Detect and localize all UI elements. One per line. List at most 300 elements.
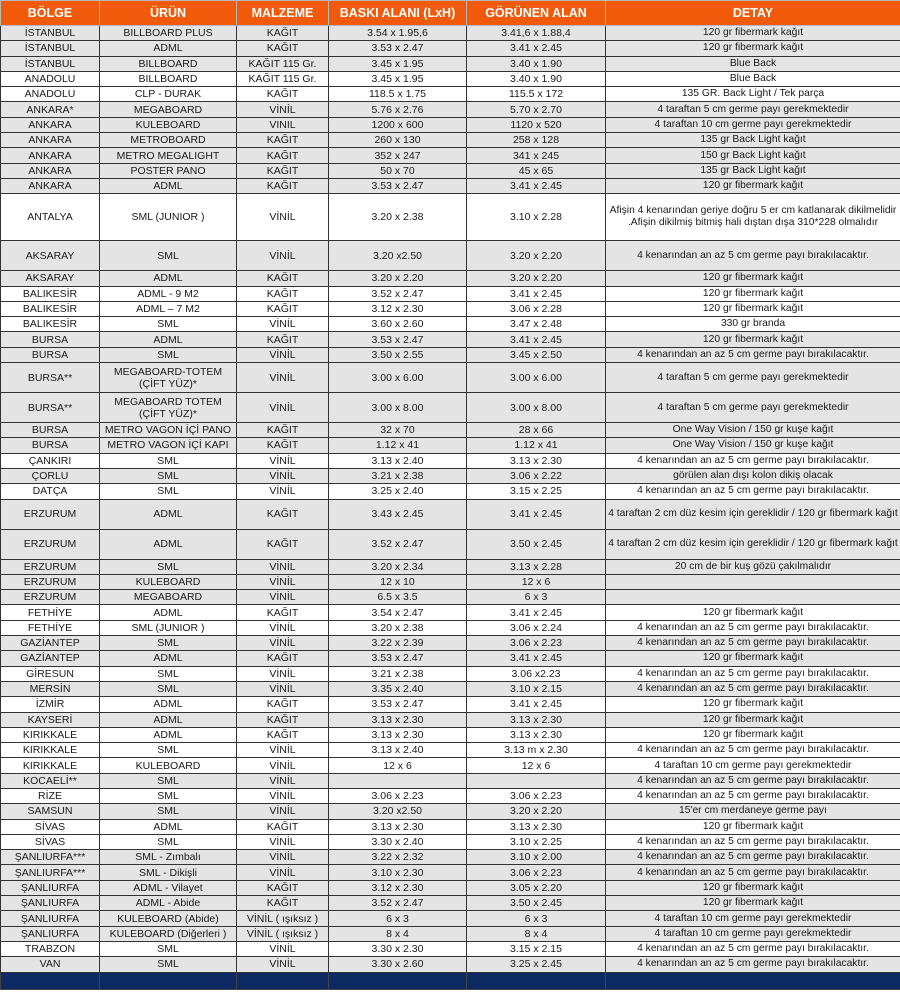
- cell-gorunen-alan: 3.10 x 2.00: [467, 850, 606, 865]
- cell-baski-alani: 6 x 3: [329, 911, 467, 926]
- cell-malzeme: VİNİL: [237, 347, 329, 362]
- cell-bolge: TRABZON: [1, 941, 100, 956]
- cell-baski-alani: 8 x 4: [329, 926, 467, 941]
- cell-urun: SML - Dikişli: [100, 865, 237, 880]
- cell-gorunen-alan: 3.13 x 2.30: [467, 712, 606, 727]
- cell-urun: SML: [100, 788, 237, 803]
- cell-detay: 4 taraftan 2 cm düz kesim için gereklidir / 120 gr fibermark kağıt: [606, 529, 900, 559]
- table-row: [1, 834, 900, 849]
- cell-malzeme: VİNİL: [237, 758, 329, 773]
- table-row: [1, 865, 900, 880]
- table-row: [1, 102, 900, 117]
- cell-urun: SML: [100, 468, 237, 483]
- cell-urun: SML: [100, 681, 237, 696]
- cell-detay: 4 kenarından an az 5 cm germe payı bırakılacaktır.: [606, 773, 900, 788]
- table-row: [1, 819, 900, 834]
- cell-baski-alani: 3.13 x 2.30: [329, 727, 467, 742]
- cell-urun: METRO MEGALIGHT: [100, 148, 237, 163]
- table-row: [1, 559, 900, 574]
- cell-detay: 4 taraftan 5 cm germe payı gerekmektedir: [606, 102, 900, 117]
- cell-baski-alani: [329, 773, 467, 788]
- table-row: [1, 271, 900, 286]
- table-row: [1, 666, 900, 681]
- cell-malzeme: KAĞIT: [237, 163, 329, 178]
- cell-bolge: ANKARA*: [1, 102, 100, 117]
- cell-gorunen-alan: 3.13 x 2.30: [467, 453, 606, 468]
- cell-bolge: BALIKESİR: [1, 301, 100, 316]
- cell-bolge: BURSA: [1, 438, 100, 453]
- cell-urun: SML: [100, 317, 237, 332]
- cell-baski-alani: 3.53 x 2.47: [329, 332, 467, 347]
- cell-detay: [606, 574, 900, 589]
- cell-bolge: BALIKESİR: [1, 317, 100, 332]
- cell-urun: KULEBOARD: [100, 117, 237, 132]
- table-row: [1, 301, 900, 316]
- cell-bolge: GİRESUN: [1, 666, 100, 681]
- cell-baski-alani: 118.5 x 1.75: [329, 87, 467, 102]
- cell-bolge: KIRIKKALE: [1, 743, 100, 758]
- cell-bolge: BURSA: [1, 332, 100, 347]
- cell-baski-alani: 3.22 x 2.39: [329, 636, 467, 651]
- cell-urun: MEGABOARD: [100, 590, 237, 605]
- cell-detay: 4 kenarından an az 5 cm germe payı bırakılacaktır.: [606, 681, 900, 696]
- cell-bolge: ERZURUM: [1, 499, 100, 529]
- cell-baski-alani: 3.13 x 2.30: [329, 819, 467, 834]
- cell-bolge: ANADOLU: [1, 87, 100, 102]
- cell-baski-alani: 3.53 x 2.47: [329, 178, 467, 193]
- cell-bolge: ERZURUM: [1, 590, 100, 605]
- cell-detay: 330 gr branda: [606, 317, 900, 332]
- cell-baski-alani: 3.12 x 2.30: [329, 880, 467, 895]
- header-malzeme: MALZEME: [237, 1, 329, 26]
- table-row: [1, 880, 900, 895]
- cell-bolge: GAZİANTEP: [1, 651, 100, 666]
- cell-detay: 135 gr Back Light kağıt: [606, 163, 900, 178]
- cell-gorunen-alan: 3.15 x 2.15: [467, 941, 606, 956]
- cell-malzeme: VİNİL ( ışıksız ): [237, 911, 329, 926]
- cell-detay: [606, 590, 900, 605]
- cell-gorunen-alan: 3.41 x 2.45: [467, 605, 606, 620]
- cell-gorunen-alan: 3.41 x 2.45: [467, 697, 606, 712]
- cell-detay: 4 kenarından an az 5 cm germe payı bırakılacaktır.: [606, 957, 900, 972]
- cell-gorunen-alan: 1120 x 520: [467, 117, 606, 132]
- cell-bolge: RİZE: [1, 788, 100, 803]
- cell-malzeme: KAĞIT 115 Gr.: [237, 56, 329, 71]
- table-row: [1, 712, 900, 727]
- cell-baski-alani: 3.13 x 2.30: [329, 712, 467, 727]
- cell-baski-alani: 5.76 x 2.76: [329, 102, 467, 117]
- cell-detay: 4 kenarından an az 5 cm germe payı bırakılacaktır.: [606, 347, 900, 362]
- cell-detay: 120 gr fibermark kağıt: [606, 697, 900, 712]
- cell-urun: SML: [100, 941, 237, 956]
- cell-bolge: İSTANBUL: [1, 26, 100, 41]
- cell-bolge: İSTANBUL: [1, 41, 100, 56]
- cell-malzeme: KAĞIT: [237, 697, 329, 712]
- cell-baski-alani: 12 x 6: [329, 758, 467, 773]
- table-row: [1, 453, 900, 468]
- cell-baski-alani: 3.21 x 2.38: [329, 468, 467, 483]
- cell-bolge: ŞANLIURFA: [1, 880, 100, 895]
- cell-malzeme: VİNİL: [237, 865, 329, 880]
- cell-malzeme: KAĞIT: [237, 133, 329, 148]
- cell-baski-alani: 260 x 130: [329, 133, 467, 148]
- cell-urun: KULEBOARD: [100, 574, 237, 589]
- cell-detay: 4 kenarından an az 5 cm germe payı bırakılacaktır.: [606, 834, 900, 849]
- table-row: [1, 178, 900, 193]
- cell-detay: 4 taraftan 5 cm germe payı gerekmektedir: [606, 393, 900, 423]
- table-row: [1, 332, 900, 347]
- cell-detay: 135 gr Back Light kağıt: [606, 133, 900, 148]
- cell-gorunen-alan: 3.10 x 2.15: [467, 681, 606, 696]
- cell-urun: ADML: [100, 41, 237, 56]
- cell-urun: ADML: [100, 712, 237, 727]
- cell-malzeme: VİNİL: [237, 484, 329, 499]
- cell-gorunen-alan: 3.13 m x 2.30: [467, 743, 606, 758]
- cell-baski-alani: 3.20 x 2.34: [329, 559, 467, 574]
- cell-detay: One Way Vision / 150 gr kuşe kağıt: [606, 438, 900, 453]
- cell-detay: 120 gr fibermark kağıt: [606, 880, 900, 895]
- cell-detay: One Way Vision / 150 gr kuşe kağıt: [606, 423, 900, 438]
- cell-gorunen-alan: 12 x 6: [467, 758, 606, 773]
- cell-baski-alani: 50 x 70: [329, 163, 467, 178]
- cell-gorunen-alan: 341 x 245: [467, 148, 606, 163]
- footer-row: [1, 972, 900, 989]
- cell-gorunen-alan: 6 x 3: [467, 590, 606, 605]
- footer-cell: [467, 972, 606, 989]
- cell-bolge: GAZİANTEP: [1, 636, 100, 651]
- cell-baski-alani: 3.53 x 2.47: [329, 697, 467, 712]
- cell-gorunen-alan: 3.41,6 x 1.88,4: [467, 26, 606, 41]
- cell-malzeme: KAĞIT: [237, 438, 329, 453]
- cell-gorunen-alan: 3.06 x 2.23: [467, 636, 606, 651]
- cell-malzeme: KAĞIT: [237, 819, 329, 834]
- table-row: [1, 620, 900, 635]
- cell-detay: 20 cm de bir kuş gözü çakılmalıdır: [606, 559, 900, 574]
- cell-urun: ADML – 7 M2: [100, 301, 237, 316]
- cell-malzeme: KAĞIT: [237, 651, 329, 666]
- cell-bolge: ANTALYA: [1, 194, 100, 241]
- cell-baski-alani: 6.5 x 3.5: [329, 590, 467, 605]
- cell-baski-alani: 3.54 x 1.95,6: [329, 26, 467, 41]
- cell-urun: ADML: [100, 697, 237, 712]
- cell-malzeme: VINIL: [237, 117, 329, 132]
- cell-detay: 4 kenarından an az 5 cm germe payı bırakılacaktır.: [606, 620, 900, 635]
- cell-gorunen-alan: 3.13 x 2.28: [467, 559, 606, 574]
- cell-urun: ADML - Vilayet: [100, 880, 237, 895]
- cell-urun: METROBOARD: [100, 133, 237, 148]
- cell-urun: MEGABOARD TOTEM (ÇİFT YÜZ)*: [100, 393, 237, 423]
- cell-bolge: AKSARAY: [1, 241, 100, 271]
- cell-baski-alani: 3.22 x 2.32: [329, 850, 467, 865]
- cell-malzeme: VİNİL: [237, 666, 329, 681]
- footer-cell: [606, 972, 900, 989]
- cell-baski-alani: 1200 x 600: [329, 117, 467, 132]
- table-row: [1, 363, 900, 393]
- cell-bolge: ÇANKIRI: [1, 453, 100, 468]
- header-urun: ÜRÜN: [100, 1, 237, 26]
- cell-detay: 4 taraftan 10 cm germe payı gerekmektedir: [606, 926, 900, 941]
- cell-urun: ADML - Abide: [100, 896, 237, 911]
- cell-baski-alani: 3.00 x 8.00: [329, 393, 467, 423]
- cell-malzeme: VİNİL: [237, 620, 329, 635]
- cell-malzeme: KAĞIT: [237, 896, 329, 911]
- cell-baski-alani: 32 x 70: [329, 423, 467, 438]
- cell-malzeme: VİNİL: [237, 957, 329, 972]
- cell-malzeme: KAĞIT: [237, 423, 329, 438]
- table-row: [1, 651, 900, 666]
- cell-malzeme: VİNİL: [237, 850, 329, 865]
- cell-urun: KULEBOARD (Abide): [100, 911, 237, 926]
- cell-malzeme: KAĞIT: [237, 87, 329, 102]
- cell-urun: SML: [100, 241, 237, 271]
- cell-malzeme: KAĞIT 115 Gr.: [237, 71, 329, 86]
- cell-malzeme: KAĞIT: [237, 605, 329, 620]
- cell-baski-alani: 3.21 x 2.38: [329, 666, 467, 681]
- cell-detay: 4 taraftan 10 cm germe payı gerekmektedir: [606, 117, 900, 132]
- cell-bolge: SİVAS: [1, 834, 100, 849]
- cell-baski-alani: 12 x 10: [329, 574, 467, 589]
- cell-gorunen-alan: 3.10 x 2.25: [467, 834, 606, 849]
- cell-gorunen-alan: 3.20 x 2.20: [467, 241, 606, 271]
- table-row: [1, 590, 900, 605]
- table-row: [1, 87, 900, 102]
- cell-malzeme: VİNİL: [237, 317, 329, 332]
- table-row: [1, 26, 900, 41]
- cell-bolge: ŞANLIURFA: [1, 896, 100, 911]
- cell-baski-alani: 3.45 x 1.95: [329, 56, 467, 71]
- footer-cell: [329, 972, 467, 989]
- table-row: [1, 438, 900, 453]
- cell-malzeme: KAĞIT: [237, 286, 329, 301]
- cell-gorunen-alan: 3.45 x 2.50: [467, 347, 606, 362]
- cell-detay: 120 gr fibermark kağıt: [606, 651, 900, 666]
- cell-baski-alani: 3.52 x 2.47: [329, 286, 467, 301]
- cell-detay: 4 kenarından an az 5 cm germe payı bırakılacaktır.: [606, 850, 900, 865]
- cell-bolge: FETHİYE: [1, 620, 100, 635]
- table-row: [1, 636, 900, 651]
- cell-gorunen-alan: 3.50 x 2.45: [467, 896, 606, 911]
- table-row: [1, 681, 900, 696]
- cell-baski-alani: 3.52 x 2.47: [329, 896, 467, 911]
- cell-detay: 120 gr fibermark kağıt: [606, 178, 900, 193]
- cell-gorunen-alan: 3.41 x 2.45: [467, 651, 606, 666]
- cell-urun: BILLBOARD: [100, 56, 237, 71]
- cell-bolge: ANKARA: [1, 117, 100, 132]
- table-row: [1, 804, 900, 819]
- cell-bolge: ŞANLIURFA***: [1, 850, 100, 865]
- cell-gorunen-alan: 3.47 x 2.48: [467, 317, 606, 332]
- table-row: [1, 133, 900, 148]
- cell-urun: METRO VAGON İÇİ PANO: [100, 423, 237, 438]
- footer-cell: [1, 972, 100, 989]
- footer-cell: [100, 972, 237, 989]
- cell-urun: BILLBOARD: [100, 71, 237, 86]
- table-row: [1, 773, 900, 788]
- cell-gorunen-alan: 3.06 x 2.24: [467, 620, 606, 635]
- cell-urun: SML: [100, 347, 237, 362]
- cell-bolge: BURSA**: [1, 393, 100, 423]
- cell-gorunen-alan: 3.41 x 2.45: [467, 41, 606, 56]
- cell-baski-alani: 3.20 x2.50: [329, 241, 467, 271]
- cell-urun: ADML: [100, 271, 237, 286]
- footer-cell: [237, 972, 329, 989]
- cell-bolge: KIRIKKALE: [1, 758, 100, 773]
- cell-bolge: SAMSUN: [1, 804, 100, 819]
- cell-urun: SML: [100, 743, 237, 758]
- cell-bolge: BALIKESİR: [1, 286, 100, 301]
- cell-gorunen-alan: 3.40 x 1.90: [467, 71, 606, 86]
- cell-baski-alani: 3.60 x 2.60: [329, 317, 467, 332]
- cell-gorunen-alan: 3.20 x 2.20: [467, 271, 606, 286]
- cell-detay: 4 kenarından an az 5 cm germe payı bırakılacaktır.: [606, 453, 900, 468]
- table-row: [1, 697, 900, 712]
- table-row: [1, 317, 900, 332]
- cell-gorunen-alan: 3.06 x 2.22: [467, 468, 606, 483]
- cell-malzeme: KAĞIT: [237, 178, 329, 193]
- cell-urun: METRO VAGON İÇİ KAPI: [100, 438, 237, 453]
- cell-baski-alani: 3.20 x 2.38: [329, 620, 467, 635]
- cell-urun: ADML - 9 M2: [100, 286, 237, 301]
- cell-malzeme: VİNİL: [237, 574, 329, 589]
- cell-urun: MEGABOARD: [100, 102, 237, 117]
- cell-gorunen-alan: 12 x 6: [467, 574, 606, 589]
- cell-bolge: ANKARA: [1, 133, 100, 148]
- table-row: [1, 926, 900, 941]
- cell-baski-alani: 1.12 x 41: [329, 438, 467, 453]
- cell-urun: ADML: [100, 605, 237, 620]
- cell-urun: BILLBOARD PLUS: [100, 26, 237, 41]
- cell-malzeme: VİNİL: [237, 743, 329, 758]
- table-row: [1, 56, 900, 71]
- cell-gorunen-alan: 3.10 x 2.28: [467, 194, 606, 241]
- cell-gorunen-alan: 3.15 x 2.25: [467, 484, 606, 499]
- cell-urun: SML: [100, 773, 237, 788]
- cell-gorunen-alan: 3.40 x 1.90: [467, 56, 606, 71]
- cell-malzeme: VİNİL: [237, 590, 329, 605]
- cell-bolge: ANKARA: [1, 163, 100, 178]
- cell-urun: SML (JUNIOR ): [100, 620, 237, 635]
- cell-urun: SML: [100, 484, 237, 499]
- cell-malzeme: VİNİL: [237, 363, 329, 393]
- table-row: [1, 347, 900, 362]
- cell-bolge: ERZURUM: [1, 574, 100, 589]
- cell-gorunen-alan: 3.06 x 2.23: [467, 865, 606, 880]
- table-row: [1, 148, 900, 163]
- cell-gorunen-alan: 45 x 65: [467, 163, 606, 178]
- cell-gorunen-alan: 3.06 x 2.23: [467, 788, 606, 803]
- cell-detay: 120 gr fibermark kağıt: [606, 727, 900, 742]
- cell-baski-alani: 3.12 x 2.30: [329, 301, 467, 316]
- cell-gorunen-alan: 3.41 x 2.45: [467, 332, 606, 347]
- cell-detay: 4 kenarından an az 5 cm germe payı bırakılacaktır.: [606, 636, 900, 651]
- cell-urun: SML: [100, 804, 237, 819]
- table-row: [1, 896, 900, 911]
- cell-baski-alani: 3.52 x 2.47: [329, 529, 467, 559]
- cell-urun: SML: [100, 636, 237, 651]
- table-row: [1, 468, 900, 483]
- cell-detay: 4 taraftan 10 cm germe payı gerekmektedir: [606, 758, 900, 773]
- cell-malzeme: KAĞIT: [237, 148, 329, 163]
- table-row: [1, 574, 900, 589]
- cell-malzeme: KAĞIT: [237, 529, 329, 559]
- cell-bolge: ÇORLU: [1, 468, 100, 483]
- cell-detay: 4 kenarından an az 5 cm germe payı bırakılacaktır.: [606, 941, 900, 956]
- cell-detay: 4 taraftan 2 cm düz kesim için gereklidir / 120 gr fibermark kağıt: [606, 499, 900, 529]
- cell-baski-alani: 3.54 x 2.47: [329, 605, 467, 620]
- cell-gorunen-alan: 258 x 128: [467, 133, 606, 148]
- cell-detay: Blue Back: [606, 56, 900, 71]
- cell-baski-alani: 3.35 x 2.40: [329, 681, 467, 696]
- cell-urun: SML: [100, 559, 237, 574]
- table-row: [1, 758, 900, 773]
- cell-malzeme: VİNİL: [237, 834, 329, 849]
- cell-urun: ADML: [100, 178, 237, 193]
- cell-baski-alani: 3.13 x 2.40: [329, 743, 467, 758]
- cell-detay: 120 gr fibermark kağıt: [606, 286, 900, 301]
- cell-urun: KULEBOARD (Diğerleri ): [100, 926, 237, 941]
- cell-urun: KULEBOARD: [100, 758, 237, 773]
- table-row: [1, 743, 900, 758]
- cell-detay: 120 gr fibermark kağıt: [606, 712, 900, 727]
- cell-urun: MEGABOARD-TOTEM (ÇİFT YÜZ)*: [100, 363, 237, 393]
- cell-gorunen-alan: 3.41 x 2.45: [467, 499, 606, 529]
- cell-bolge: KOCAELİ**: [1, 773, 100, 788]
- cell-gorunen-alan: 3.41 x 2.45: [467, 286, 606, 301]
- table-row: [1, 788, 900, 803]
- cell-detay: Blue Back: [606, 71, 900, 86]
- table-row: [1, 727, 900, 742]
- cell-urun: CLP - DURAK: [100, 87, 237, 102]
- header-baski-alani: BASKI ALANI (LxH): [329, 1, 467, 26]
- cell-urun: SML (JUNIOR ): [100, 194, 237, 241]
- cell-bolge: İSTANBUL: [1, 56, 100, 71]
- table-row: [1, 957, 900, 972]
- cell-urun: SML: [100, 666, 237, 681]
- cell-gorunen-alan: 6 x 3: [467, 911, 606, 926]
- cell-detay: Afişin 4 kenarından geriye doğru 5 er cm katlanarak dikilmelidir .Afişin dikilmiş bitmiş hali dıştan dışa 310*228 olmalıdır: [606, 194, 900, 241]
- cell-bolge: KAYSERİ: [1, 712, 100, 727]
- table-row: [1, 850, 900, 865]
- cell-malzeme: KAĞIT: [237, 880, 329, 895]
- cell-malzeme: VİNİL: [237, 468, 329, 483]
- cell-detay: 4 taraftan 5 cm germe payı gerekmektedir: [606, 363, 900, 393]
- header-bolge: BÖLGE: [1, 1, 100, 26]
- cell-gorunen-alan: 3.00 x 6.00: [467, 363, 606, 393]
- cell-baski-alani: 3.20 x2.50: [329, 804, 467, 819]
- cell-malzeme: KAĞIT: [237, 271, 329, 286]
- table-row: [1, 194, 900, 241]
- cell-malzeme: KAĞIT: [237, 499, 329, 529]
- cell-bolge: MERSİN: [1, 681, 100, 696]
- cell-baski-alani: 3.00 x 6.00: [329, 363, 467, 393]
- cell-detay: 4 taraftan 10 cm germe payı gerekmektedir: [606, 911, 900, 926]
- cell-bolge: SİVAS: [1, 819, 100, 834]
- cell-detay: 4 kenarından an az 5 cm germe payı bırakılacaktır.: [606, 484, 900, 499]
- cell-baski-alani: 3.45 x 1.95: [329, 71, 467, 86]
- cell-bolge: ANADOLU: [1, 71, 100, 86]
- cell-detay: 135 GR. Back Light / Tek parça: [606, 87, 900, 102]
- header-gorunen-alan: GÖRÜNEN ALAN: [467, 1, 606, 26]
- table-row: [1, 393, 900, 423]
- table-row: [1, 117, 900, 132]
- cell-bolge: ERZURUM: [1, 559, 100, 574]
- table-row: [1, 529, 900, 559]
- cell-urun: SML - Zımbalı: [100, 850, 237, 865]
- table-row: [1, 423, 900, 438]
- cell-baski-alani: 3.25 x 2.40: [329, 484, 467, 499]
- cell-urun: ADML: [100, 499, 237, 529]
- cell-urun: SML: [100, 453, 237, 468]
